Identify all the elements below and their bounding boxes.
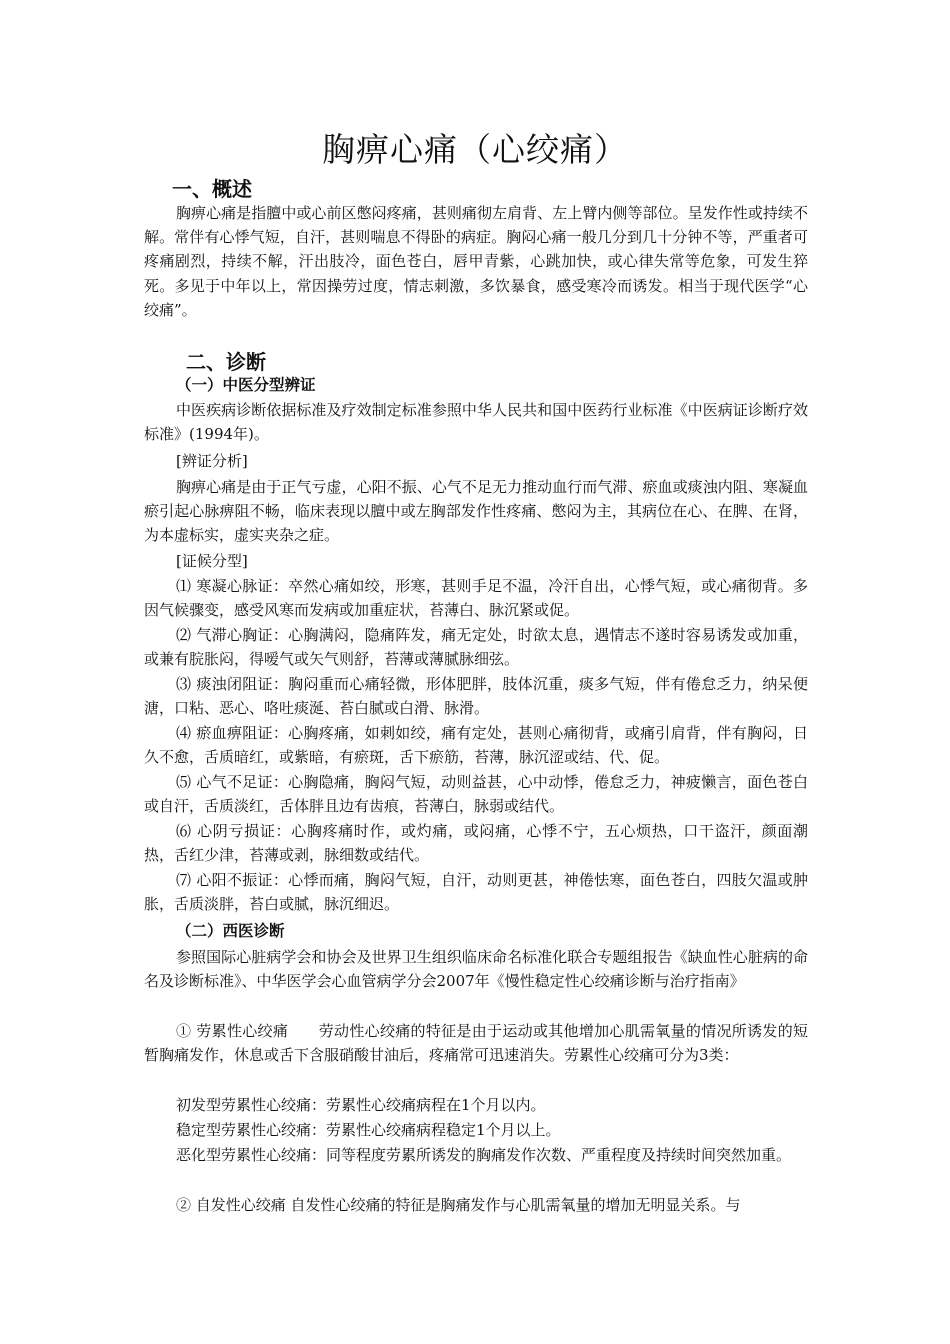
syndrome-type-item: ⑷ 瘀血痹阻证：心胸疼痛，如刺如绞，痛有定处，甚则心痛彻背，或痛引肩背，伴有胸闷，日久不愈，舌质暗红，或紫暗，有瘀斑，舌下瘀筋，苔薄，脉沉涩或结、代、促。 xyxy=(144,724,808,767)
overview-paragraph: 胸痹心痛是指膻中或心前区憋闷疼痛，甚则痛彻左肩背、左上臂内侧等部位。呈发作性或持续不解。常伴有心悸气短，自汗，甚则喘息不得卧的病症。胸闷心痛一般几分到几十分钟不等，严重者可疼痛剧烈，持续不解，汗出肢冷，面色苍白，唇甲青紫，心跳加快，或心律失常等危象，可发生猝死。多见于中年以上，常因操劳过度，情志刺激，多饮暴食，感受寒冷而诱发。相当于现代医学“心绞痛”。 xyxy=(144,204,808,319)
tcm-intro-paragraph: 中医疾病诊断依据标准及疗效制定标准参照中华人民共和国中医药行业标准《中医病证诊断疗效标准》(1994年)。 xyxy=(144,401,808,444)
syndrome-type-item: ⑴ 寒凝心脉证：卒然心痛如绞，形寒，甚则手足不温，冷汗自出，心悸气短，或心痛彻背。多因气候骤变，感受风寒而发病或加重症状，苔薄白、脉沉紧或促。 xyxy=(144,577,808,620)
section-heading-diagnosis: 二、诊断 xyxy=(186,350,266,374)
angina-subtype-item: 初发型劳累性心绞痛：劳累性心绞痛病程在1个月以内。 xyxy=(176,1096,546,1114)
syndrome-type-item: ⑺ 心阳不振证：心悸而痛，胸闷气短，自汗，动则更甚，神倦怯寒，面色苍白，四肢欠温或肿胀，舌质淡胖，苔白或腻，脉沉细迟。 xyxy=(144,871,808,914)
syndrome-type-item: ⑹ 心阴亏损证：心胸疼痛时作，或灼痛，或闷痛，心悸不宁，五心烦热，口干盗汗，颜面潮热，舌红少津，苔薄或剥，脉细数或结代。 xyxy=(144,822,808,865)
document-title: 胸痹心痛（心绞痛） xyxy=(322,130,628,169)
syndrome-type-item: ⑶ 痰浊闭阻证：胸闷重而心痛轻微，形体肥胖，肢体沉重，痰多气短，伴有倦怠乏力，纳呆便溏，口粘、恶心、咯吐痰涎、苔白腻或白滑、脉滑。 xyxy=(144,675,808,718)
analysis-paragraph: 胸痹心痛是由于正气亏虚，心阳不振、心气不足无力推动血行而气滞、瘀血或痰浊内阻、寒凝血瘀引起心脉痹阻不畅，临床表现以膻中或左胸部发作性疼痛、憋闷为主，其病位在心、在脾、在肾，为本虚标实，虚实夹杂之症。 xyxy=(144,478,808,545)
syndrome-type-item: ⑸ 心气不足证：心胸隐痛，胸闷气短，动则益甚，心中动悸，倦怠乏力，神疲懒言，面色苍白或自汗，舌质淡红，舌体胖且边有齿痕，苔薄白，脉弱或结代。 xyxy=(144,773,808,816)
angina-subtype-item: 恶化型劳累性心绞痛：同等程度劳累所诱发的胸痛发作次数、严重程度及持续时间突然加重。 xyxy=(176,1146,792,1164)
syndrome-type-item: ⑵ 气滞心胸证：心胸满闷，隐痛阵发，痛无定处，时欲太息，遇情志不遂时容易诱发或加重，或兼有脘胀闷，得嗳气或矢气则舒，苔薄或薄腻脉细弦。 xyxy=(144,626,808,669)
subheading-tcm-diagnosis: （一）中医分型辨证 xyxy=(176,376,316,394)
angina-subtype-item: 稳定型劳累性心绞痛：劳累性心绞痛病程稳定1个月以上。 xyxy=(176,1121,561,1139)
western-intro-paragraph: 参照国际心脏病学会和协会及世界卫生组织临床命名标准化联合专题组报告《缺血性心脏病的命名及诊断标准》、中华医学会心血管病学分会2007年《慢性稳定性心绞痛诊断与治疗指南》 xyxy=(144,948,808,991)
section-heading-overview: 一、概述 xyxy=(172,177,252,201)
types-label: [证候分型] xyxy=(176,552,248,570)
spontaneous-angina-paragraph: ② 自发性心绞痛 自发性心绞痛的特征是胸痛发作与心肌需氧量的增加无明显关系。与 xyxy=(176,1196,741,1214)
subheading-western-diagnosis: （二）西医诊断 xyxy=(176,922,285,940)
angina-type-paragraph: ① 劳累性心绞痛 劳动性心绞痛的特征是由于运动或其他增加心肌需氧量的情况所诱发的短暂胸痛发作，休息或舌下含服硝酸甘油后，疼痛常可迅速消失。劳累性心绞痛可分为3类： xyxy=(144,1022,808,1065)
analysis-label: [辨证分析] xyxy=(176,452,248,470)
